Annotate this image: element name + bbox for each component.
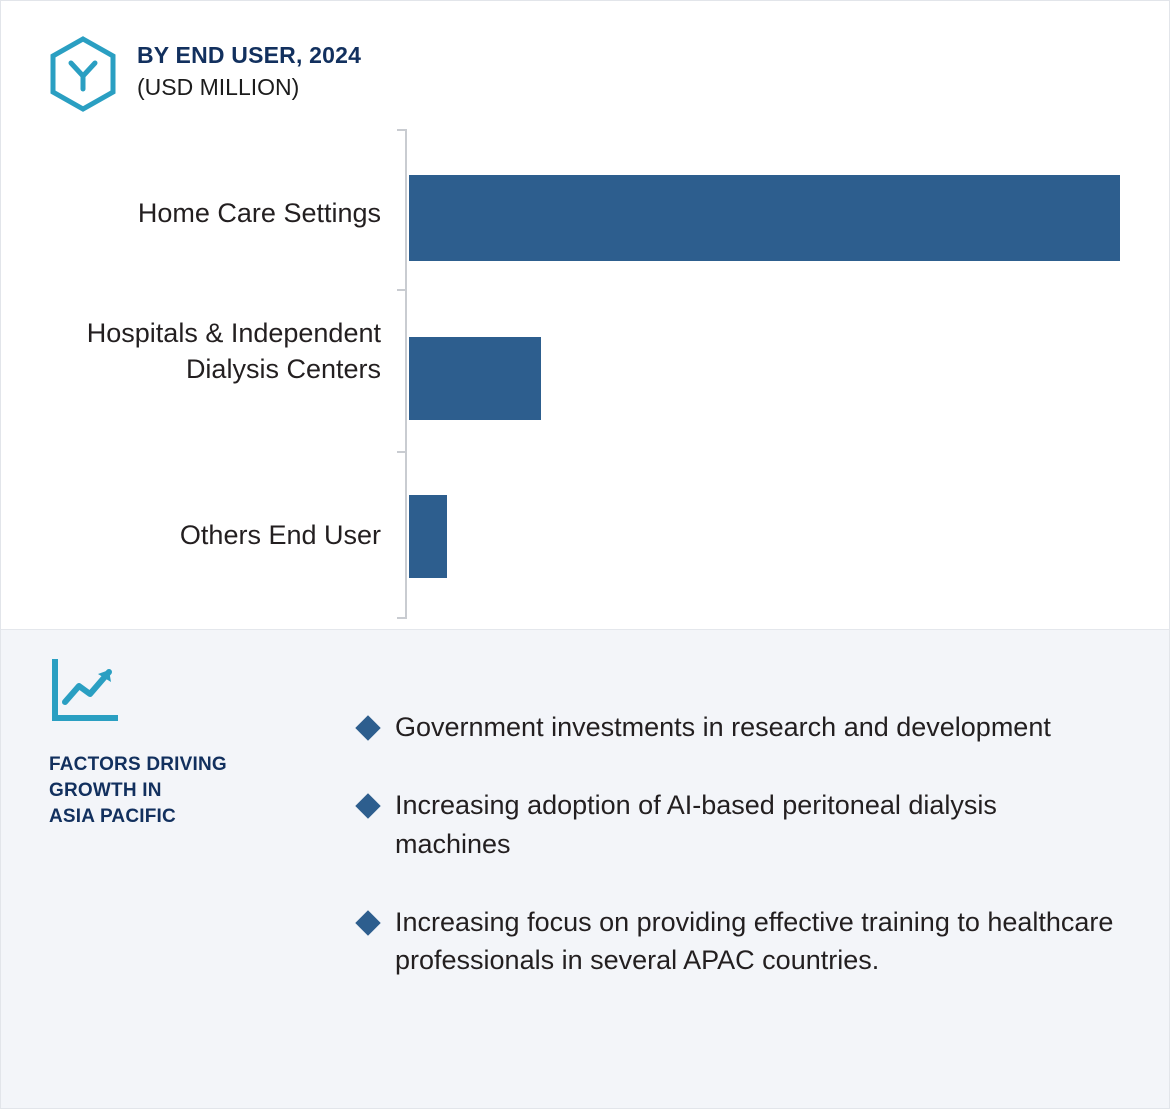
diamond-bullet-icon xyxy=(355,715,380,740)
bar-chart-plot xyxy=(1,129,1170,619)
list-item xyxy=(359,708,1119,746)
chart-header xyxy=(47,35,361,113)
list-item xyxy=(359,903,1119,980)
factors-heading-block xyxy=(49,658,349,831)
bar-others-end-user xyxy=(409,495,447,578)
list-item xyxy=(359,786,1119,863)
axis-tick xyxy=(397,451,406,453)
factors-title-line-3: ASIA PACIFIC xyxy=(49,806,176,828)
category-label-home-care-settings: Home Care Settings xyxy=(137,198,381,228)
factor-text: Increasing adoption of AI-based peritoneal dialysis machines xyxy=(395,790,997,859)
hexagon-y-icon xyxy=(47,35,119,113)
factors-title xyxy=(49,752,349,831)
factors-panel xyxy=(1,629,1170,1109)
line-chart-icon xyxy=(49,658,119,724)
chart-title: BY END USER, 2024 xyxy=(137,42,362,68)
chart-title-block xyxy=(137,35,361,103)
factors-list xyxy=(359,708,1119,1020)
category-axis xyxy=(405,129,407,619)
bar-hospitals-independent-dialysis-centers xyxy=(409,337,541,420)
category-label-hospitals-independent-dialysis-centers: Hospitals & Independent Dialysis Centers xyxy=(86,318,381,385)
axis-tick xyxy=(397,129,406,131)
chart-subtitle: (USD MILLION) xyxy=(137,73,300,100)
bar-home-care-settings xyxy=(409,175,1120,261)
factors-title-line-1: FACTORS DRIVING xyxy=(49,754,227,775)
category-label-others-end-user: Others End User xyxy=(179,520,381,550)
factors-title-line-2: GROWTH IN xyxy=(49,780,162,802)
axis-tick xyxy=(397,617,406,619)
diamond-bullet-icon xyxy=(355,910,380,935)
factor-text: Increasing focus on providing effective training to healthcare professionals in several APAC countries. xyxy=(395,906,1114,976)
diamond-bullet-icon xyxy=(355,794,380,819)
axis-tick xyxy=(397,289,406,291)
factor-text: Government investments in research and development xyxy=(395,712,1051,742)
chart-panel xyxy=(1,1,1169,629)
